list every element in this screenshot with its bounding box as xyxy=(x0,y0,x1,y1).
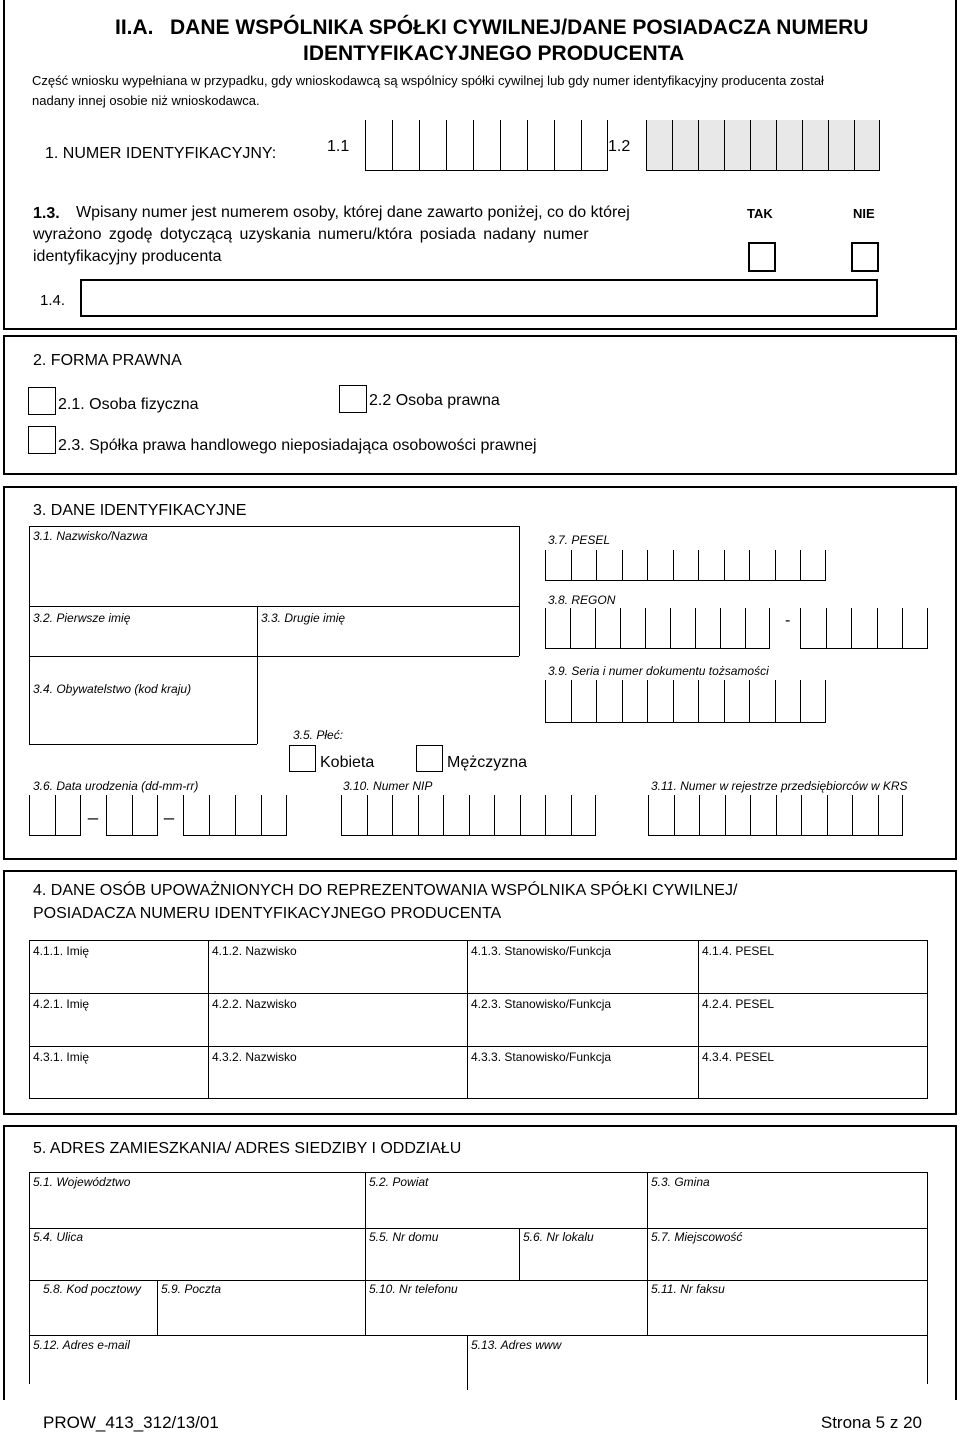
commercial-company-checkbox[interactable] xyxy=(28,426,56,454)
field-5-5-label: 5.5. Nr domu xyxy=(369,1230,439,1244)
grid-line xyxy=(467,940,468,1099)
birth-day-cells[interactable] xyxy=(29,795,81,836)
legal-person-label: 2.2 Osoba prawna xyxy=(369,392,500,409)
grid-line xyxy=(29,1335,928,1336)
nip-cells[interactable] xyxy=(341,795,596,836)
field-5-9-label: 5.9. Poczta xyxy=(161,1282,222,1296)
pesel-cells[interactable] xyxy=(545,550,826,581)
rep2-first-name-label: 4.2.1. Imię xyxy=(33,997,90,1011)
grid-line xyxy=(467,1335,468,1390)
address-table xyxy=(29,1172,928,1384)
section2-title: 2. FORMA PRAWNA xyxy=(33,352,182,369)
grid-line xyxy=(365,1172,366,1335)
field-1-2-label: 1.2 xyxy=(608,138,631,155)
form-code: PROW_413_312/13/01 xyxy=(43,1413,219,1432)
section3-title: 3. DANE IDENTYFIKACYJNE xyxy=(33,502,247,519)
natural-person-label: 2.1. Osoba fizyczna xyxy=(58,396,199,413)
regon-dash: - xyxy=(785,612,791,629)
krs-cells[interactable] xyxy=(648,795,903,836)
grid-line xyxy=(698,940,699,1099)
grid-line xyxy=(29,1228,928,1229)
intro-text-line1: Część wniosku wypełniana w przypadku, gdy wnioskodawcą są wspólnicy spółki cywilnej lub gdy numer identyfikacyjny producenta został xyxy=(32,73,824,88)
female-checkbox[interactable] xyxy=(289,745,316,772)
natural-person-checkbox[interactable] xyxy=(28,387,56,415)
grid-line xyxy=(257,606,258,744)
field-5-11-label: 5.11. Nr faksu xyxy=(651,1282,725,1296)
representatives-table xyxy=(29,940,928,1099)
header-title-line2: IDENTYFIKACYJNEGO PRODUCENTA xyxy=(303,42,685,65)
rep1-position-label: 4.1.3. Stanowisko/Funkcja xyxy=(471,944,612,958)
field-3-9-label: 3.9. Seria i numer dokumentu tożsamości xyxy=(548,664,769,678)
rep3-last-name-label: 4.3.2. Nazwisko xyxy=(212,1050,297,1064)
rep3-pesel-label: 4.3.4. PESEL xyxy=(702,1050,775,1064)
regon-cells-part1[interactable] xyxy=(545,608,770,649)
field-3-2-label: 3.2. Pierwsze imię xyxy=(33,611,131,625)
rep2-last-name-label: 4.2.2. Nazwisko xyxy=(212,997,297,1011)
grid-line xyxy=(208,940,209,1099)
question-1-3-line1: Wpisany numer jest numerem osoby, której dane zawarto poniżej, co do której xyxy=(76,204,630,221)
id-document-cells[interactable] xyxy=(545,680,826,723)
birth-month-cells[interactable] xyxy=(106,795,158,836)
header-title-line1: DANE WSPÓLNIKA SPÓŁKI CYWILNEJ/DANE POSIADACZA NUMERU xyxy=(170,16,869,39)
grid-line xyxy=(29,744,257,745)
field-3-5-label: 3.5. Płeć: xyxy=(293,728,344,742)
commercial-company-label: 2.3. Spółka prawa handlowego nieposiadająca osobowości prawnej xyxy=(58,437,537,454)
male-checkbox[interactable] xyxy=(416,745,443,772)
section4-title-line1: 4. DANE OSÓB UPOWAŻNIONYCH DO REPREZENTOWANIA WSPÓLNIKA SPÓŁKI CYWILNEJ/ xyxy=(33,882,738,899)
rep2-pesel-label: 4.2.4. PESEL xyxy=(702,997,775,1011)
rep1-last-name-label: 4.1.2. Nazwisko xyxy=(212,944,297,958)
grid-line xyxy=(519,1228,520,1280)
grid-line xyxy=(519,606,520,656)
birth-year-cells[interactable] xyxy=(183,795,287,836)
rep2-position-label: 4.2.3. Stanowisko/Funkcja xyxy=(471,997,612,1011)
grid-line xyxy=(157,1280,158,1335)
grid-line xyxy=(29,606,519,607)
grid-line xyxy=(29,526,30,744)
grid-line xyxy=(519,526,520,606)
grid-line xyxy=(647,1172,648,1335)
grid-line xyxy=(29,656,519,657)
rep3-position-label: 4.3.3. Stanowisko/Funkcja xyxy=(471,1050,612,1064)
field-3-7-label: 3.7. PESEL xyxy=(548,533,611,547)
field-3-11-label: 3.11. Numer w rejestrze przedsiębiorców w KRS xyxy=(651,779,908,793)
grid-line xyxy=(29,1046,928,1047)
grid-line xyxy=(29,526,519,527)
field-5-1-label: 5.1. Województwo xyxy=(33,1175,131,1189)
section5-title: 5. ADRES ZAMIESZKANIA/ ADRES SIEDZIBY I ODDZIAŁU xyxy=(33,1140,462,1157)
field-5-6-label: 5.6. Nr lokalu xyxy=(523,1230,594,1244)
rep3-first-name-label: 4.3.1. Imię xyxy=(33,1050,90,1064)
nie-label: NIE xyxy=(853,206,875,221)
field-1-4-input[interactable] xyxy=(80,279,878,317)
field-5-4-label: 5.4. Ulica xyxy=(33,1230,84,1244)
field-5-12-label: 5.12. Adres e-mail xyxy=(33,1338,130,1352)
question-1-3-number: 1.3. xyxy=(33,205,60,222)
field-3-8-label: 3.8. REGON xyxy=(548,593,616,607)
rep1-first-name-label: 4.1.1. Imię xyxy=(33,944,90,958)
tak-checkbox[interactable] xyxy=(748,242,776,272)
intro-text-line2: nadany innej osobie niż wnioskodawca. xyxy=(32,93,260,108)
field-5-13-label: 5.13. Adres www xyxy=(471,1338,562,1352)
field-3-3-label: 3.3. Drugie imię xyxy=(261,611,346,625)
grid-line xyxy=(29,1280,928,1281)
section1-title: 1. NUMER IDENTYFIKACYJNY: xyxy=(45,145,277,162)
rep1-pesel-label: 4.1.4. PESEL xyxy=(702,944,775,958)
birth-date-separator: _ xyxy=(88,800,99,820)
field-1-1-label: 1.1 xyxy=(327,138,350,155)
question-1-3-line3: identyfikacyjny producenta xyxy=(33,248,222,265)
birth-date-separator: _ xyxy=(164,800,175,820)
field-5-8-label: 5.8. Kod pocztowy xyxy=(43,1282,142,1296)
field-3-1-label: 3.1. Nazwisko/Nazwa xyxy=(33,529,148,543)
nie-checkbox[interactable] xyxy=(851,242,879,272)
field-5-7-label: 5.7. Miejscowość xyxy=(651,1230,743,1244)
field-5-2-label: 5.2. Powiat xyxy=(369,1175,429,1189)
tak-label: TAK xyxy=(747,206,773,221)
legal-person-checkbox[interactable] xyxy=(339,385,367,413)
page-number: Strona 5 z 20 xyxy=(820,1413,922,1432)
female-label: Kobieta xyxy=(320,754,375,771)
grid-line xyxy=(29,993,928,994)
male-label: Mężczyzna xyxy=(447,754,528,771)
field-5-10-label: 5.10. Nr telefonu xyxy=(369,1282,458,1296)
field-1-2-cells[interactable] xyxy=(646,120,880,171)
question-1-3-line2: wyrażono zgodę dotyczącą uzyskania numeru/która posiada nadany numer xyxy=(33,226,589,243)
field-3-4-label: 3.4. Obywatelstwo (kod kraju) xyxy=(33,682,192,696)
header-code: II.A. xyxy=(115,16,154,39)
field-5-3-label: 5.3. Gmina xyxy=(651,1175,710,1189)
field-3-6-label: 3.6. Data urodzenia (dd-mm-rr) xyxy=(33,779,199,793)
field-1-4-label: 1.4. xyxy=(40,292,66,309)
field-1-1-cells[interactable] xyxy=(365,120,608,171)
regon-cells-part2[interactable] xyxy=(800,608,928,649)
section4-title-line2: POSIADACZA NUMERU IDENTYFIKACYJNEGO PRODUCENTA xyxy=(33,905,502,922)
field-3-10-label: 3.10. Numer NIP xyxy=(343,779,433,793)
